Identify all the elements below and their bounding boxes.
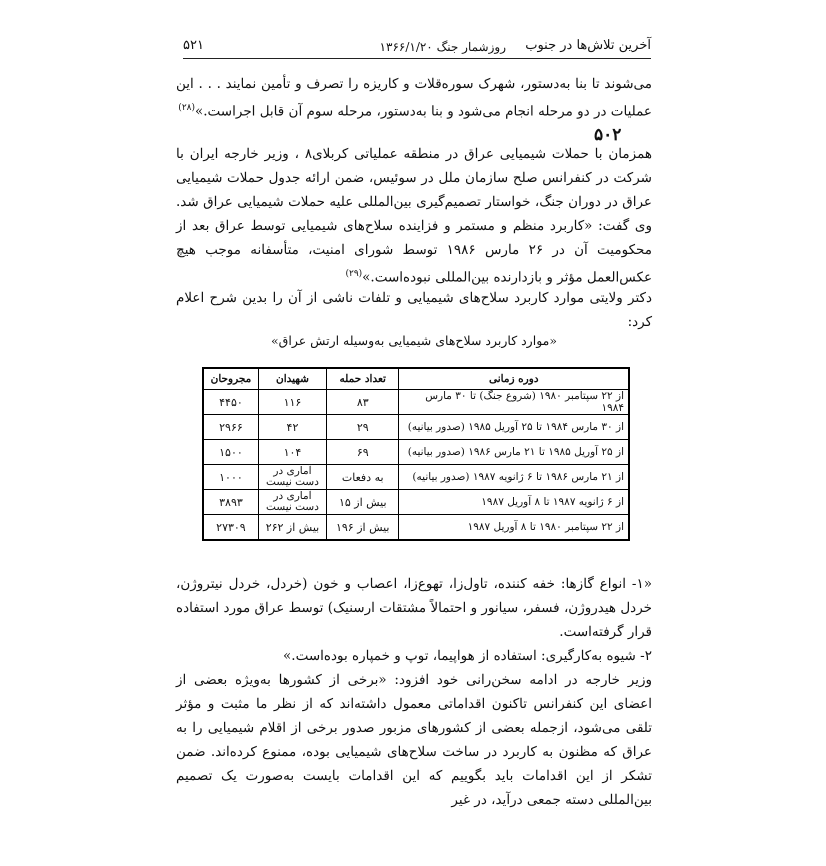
paragraph-5: ۲- شیوه به‌کارگیری: استفاده از هواپیما، توپ و خمپاره بوده‌است.» [283, 648, 652, 664]
paragraph-3: دکتر ولایتی موارد کاربرد سلاح‌های شیمیایی و تلفات ناشی از آن را بدین شرح اعلام کرد: [176, 290, 652, 330]
cell-period: از ۲۲ سپتامبر ۱۹۸۰ تا ۸ آوریل ۱۹۸۷ [399, 515, 629, 541]
cell-injured: ۴۴۵۰ [203, 390, 258, 415]
cell-attacks: بیش از ۱۵ [327, 490, 399, 515]
cell-injured: ۳۸۹۳ [203, 490, 258, 515]
footnote-ref-29: (۲۹) [345, 269, 363, 279]
paragraph-2 [176, 142, 652, 290]
paragraph-2-text: همزمان با حملات شیمیایی عراق در منطقه عملیاتی کربلای۸ ، وزیر خارجه ایران با شرکت در کنفرانس صلح سازمان ملل در سوئیس، ضمن ارائه جدول حملات شیمیایی عراق در دوران جنگ، خواستار تصمیم‌گیری بین‌المللی علیه حملات شیمیایی عراق شد. وی گفت: «کاربرد منظم و مستمر و فزاینده سلاح‌های شیمیایی توسط عراق بعد از محکومیت آن در ۲۶ مارس ۱۹۸۶ توسط شورای امنیت، متأسفانه موجب هیچ عکس‌العمل مؤثر و بازدارنده بین‌المللی نبوده‌است.» [176, 146, 652, 286]
header-martyrs: شهیدان [258, 368, 326, 390]
cell-martyrs: ۴۲ [258, 415, 326, 440]
paragraph-1 [176, 72, 652, 124]
table-row [203, 390, 629, 415]
cell-martyrs: آماری در دست نیست [258, 490, 326, 515]
cell-attacks: ۶۹ [327, 440, 399, 465]
table-header-row [203, 368, 629, 390]
paragraph-1-text: می‌شوند تا بنا به‌دستور، شهرک سوره‌قلات و کاریزه را تصرف و تأمین نمایند . . . این عملیات در دو مرحله انجام می‌شود و بنا به‌دستور، مرحله سوم آن قابل اجراست.» [176, 76, 652, 120]
cell-injured: ۱۵۰۰ [203, 440, 258, 465]
table-row [203, 490, 629, 515]
footnote-ref-28: (۲۸) [178, 103, 195, 113]
paragraph-6: وزیر خارجه در ادامه سخن‌رانی خود افزود: «برخی از کشورها به‌ویژه بعضی از اعضای این کنفرانس تاکنون اقداماتی معمول داشته‌اند که از نظر ما مثبت و مؤثر تلقی می‌شود، ازجمله بعضی از کشورهای مزبور صدور برخی از اقلام شیمیایی را به عراق که مظنون به کاربرد در ساخت سلاح‌های شیمیایی بوده، ممنوع کرده‌اند. ضمن تشکر از این اقدامات باید بگوییم که این اقدامات بایست به‌صورت یک تصمیم بین‌المللی دسته جمعی درآید، در غیر [176, 672, 652, 808]
cell-martyrs: آماری در دست نیست [258, 465, 326, 490]
cell-martyrs: بیش از ۲۶۲ [258, 515, 326, 541]
item-number: ۵۰۲ [594, 125, 622, 145]
chapter-title: آخرین تلاش‌ها در جنوب [525, 38, 651, 53]
header-period: دوره زمانی [399, 368, 629, 390]
cell-attacks: ۲۹ [327, 415, 399, 440]
cell-period: از ۲۲ سپتامبر ۱۹۸۰ (شروع جنگ) تا ۳۰ مارس ۱۹۸۴ [399, 390, 629, 415]
cell-injured: ۱۰۰۰ [203, 465, 258, 490]
cell-period: از ۳۰ مارس ۱۹۸۴ تا ۲۵ آوریل ۱۹۸۵ (صدور بیانیه) [399, 415, 629, 440]
cell-injured: ۲۹۶۶ [203, 415, 258, 440]
table-caption: «موارد کاربرد سلاح‌های شیمیایی به‌وسیله ارتش عراق» [271, 333, 557, 348]
cell-attacks: بیش از ۱۹۶ [327, 515, 399, 541]
header-injured: مجروحان [203, 368, 258, 390]
cell-period: از ۲۱ مارس ۱۹۸۶ تا ۶ ژانویه ۱۹۸۷ (صدور بیانیه) [399, 465, 629, 490]
cell-martyrs: ۱۱۶ [258, 390, 326, 415]
header-attacks: تعداد حمله [327, 368, 399, 390]
table-row [203, 465, 629, 490]
cell-attacks: به دفعات [327, 465, 399, 490]
running-header [183, 30, 651, 59]
cell-attacks: ۸۳ [327, 390, 399, 415]
cell-injured: ۲۷۳۰۹ [203, 515, 258, 541]
table-row [203, 515, 629, 541]
table-row [203, 440, 629, 465]
paragraph-4: «۱- انواع گازها: خفه کننده، تاول‌زا، تهوع‌زا، اعصاب و خون (خردل، خردل نیتروژن، خردل هیدروژن، فسفر، سیانور و احتمالاً مشتقات ارسنیک) توسط عراق مورد استفاده قرار گرفته‌است. [176, 576, 652, 640]
cell-period: از ۲۵ آوریل ۱۹۸۵ تا ۲۱ مارس ۱۹۸۶ (صدور بیانیه) [399, 440, 629, 465]
cell-martyrs: ۱۰۴ [258, 440, 326, 465]
page-number: ۵۲۱ [183, 38, 204, 53]
header-date: روزشمار جنگ ۱۳۶۶/۱/۲۰ [379, 40, 506, 54]
table-row [203, 415, 629, 440]
cell-period: از ۶ ژانویه ۱۹۸۷ تا ۸ آوریل ۱۹۸۷ [399, 490, 629, 515]
chemical-attacks-table [202, 367, 630, 541]
